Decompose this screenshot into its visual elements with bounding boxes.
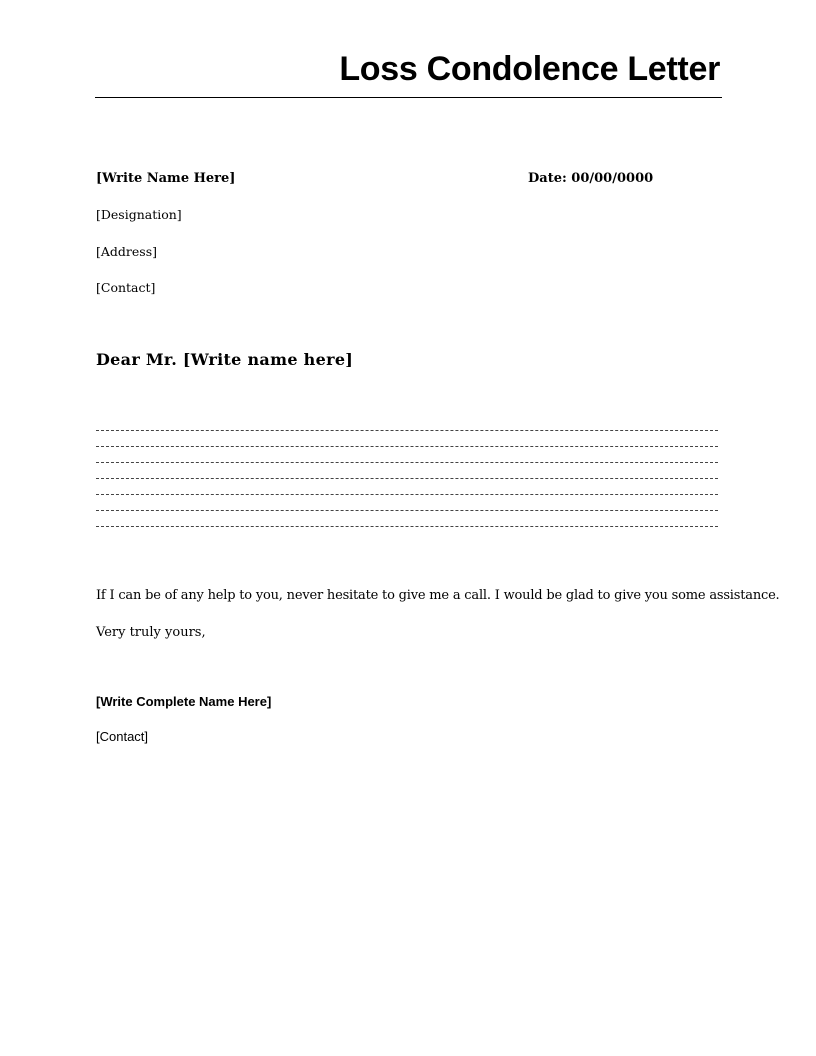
sender-name: [Write Name Here] — [96, 171, 236, 186]
blank-line — [96, 462, 718, 463]
sender-address: [Address] — [96, 244, 157, 259]
letter-body-blank-lines — [96, 430, 718, 542]
sender-contact: [Contact] — [96, 280, 156, 295]
sender-designation: [Designation] — [96, 207, 182, 222]
signoff: Very truly yours, — [96, 625, 206, 640]
blank-line — [96, 510, 718, 511]
title-divider — [95, 97, 722, 98]
signature-contact: [Contact] — [96, 729, 149, 744]
blank-line — [96, 494, 718, 495]
signature-name: [Write Complete Name Here] — [96, 694, 272, 709]
blank-line — [96, 446, 718, 447]
blank-line — [96, 478, 718, 479]
document-title: Loss Condolence Letter — [339, 50, 720, 88]
letter-date: Date: 00/00/0000 — [528, 171, 654, 186]
blank-line — [96, 526, 718, 527]
salutation: Dear Mr. [Write name here] — [96, 350, 354, 369]
blank-line — [96, 430, 718, 431]
closing-paragraph: If I can be of any help to you, never hesitate to give me a call. I would be glad to give you some assistance. — [96, 588, 780, 603]
